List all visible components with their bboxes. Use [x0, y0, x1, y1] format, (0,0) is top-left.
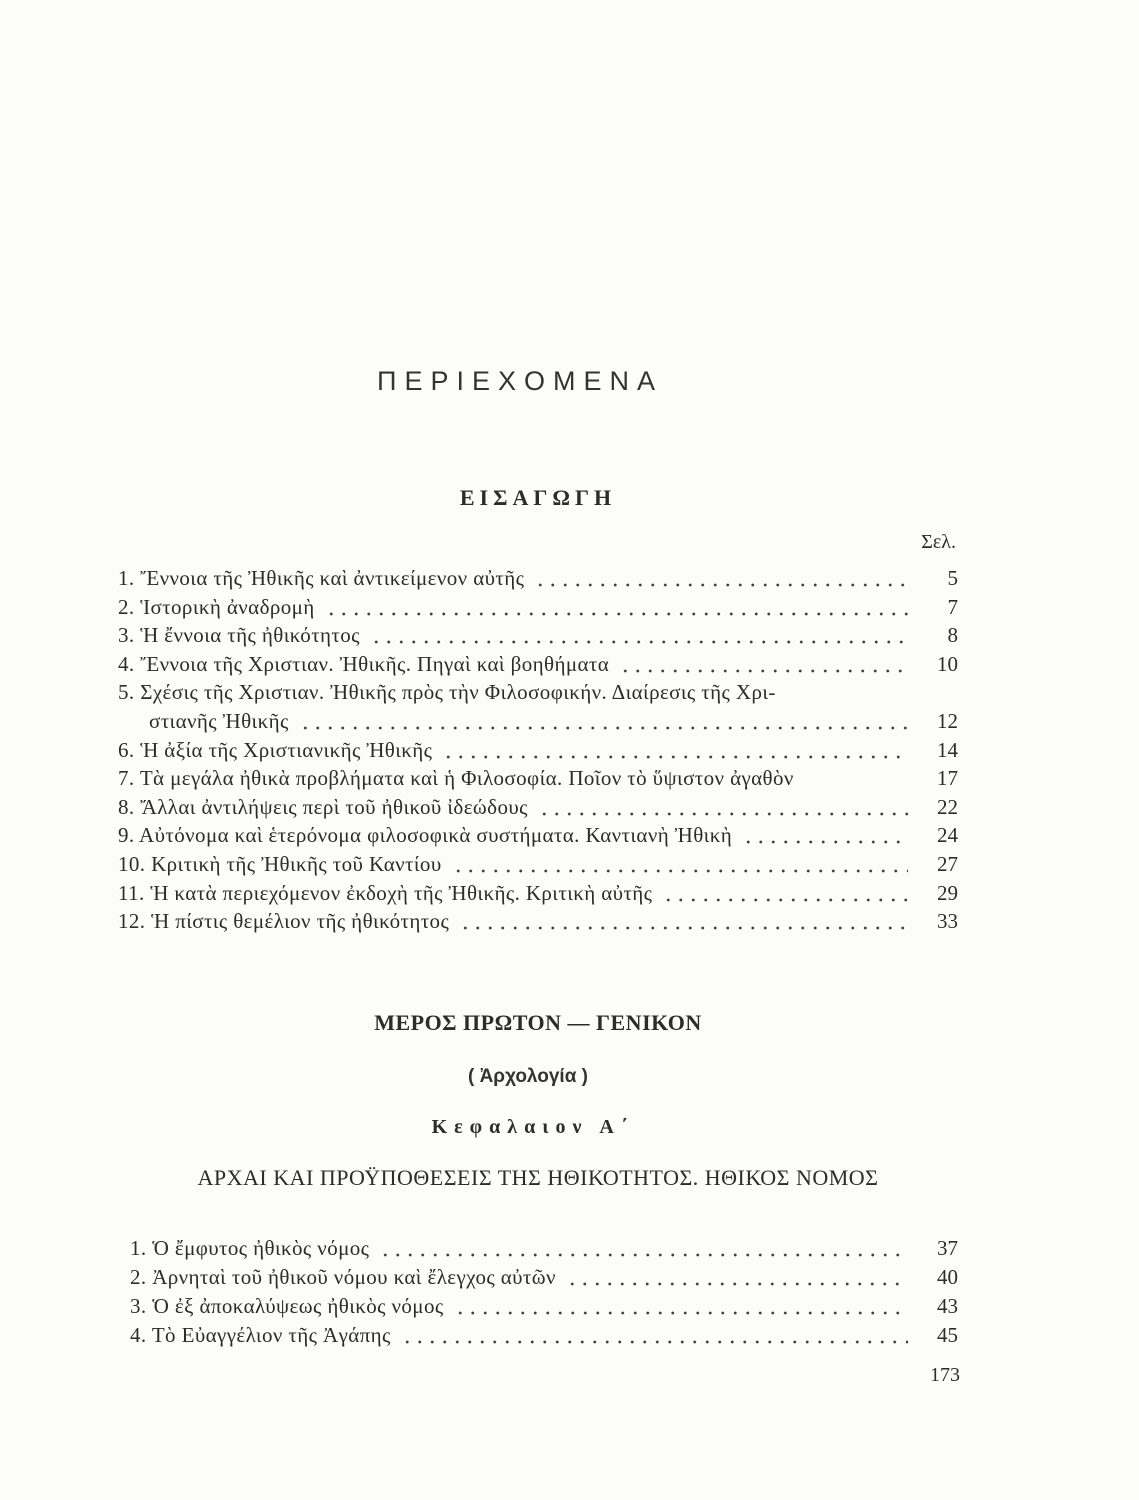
toc-entry-page: 37	[937, 1236, 958, 1260]
toc-entry-page: 33	[937, 909, 958, 934]
dot-leader	[401, 1321, 908, 1350]
page-number: 173	[930, 1364, 960, 1386]
dot-leader	[534, 564, 908, 593]
toc-entry	[118, 564, 958, 593]
toc-entry-text-continued: στιανῆς Ἠθικῆς	[149, 708, 289, 733]
dot-leader	[299, 707, 908, 736]
toc-entry	[118, 793, 958, 822]
dot-leader	[804, 764, 908, 793]
toc-entry-page: 17	[937, 766, 958, 791]
toc-entry	[118, 907, 958, 936]
toc-entry-text: 5. Σχέσις τῆς Χριστιαν. Ἠθικῆς πρὸς τὴν Φιλοσοφικήν. Διαίρεσις τῆς Χρι-	[118, 680, 776, 705]
toc-entry-text: 1. Ἔννοια τῆς Ἠθικῆς καὶ ἀντικείμενον αὐτῆς	[118, 566, 525, 590]
dot-leader	[742, 821, 908, 850]
chapter-toc-list	[130, 1234, 958, 1350]
part-one-title: ΜΕΡΟΣ ΠΡΩΤΟΝ — ΓΕΝΙΚΟΝ	[374, 1010, 702, 1035]
toc-entry-continuation	[118, 707, 958, 736]
chapter-title: ΑΡΧΑΙ ΚΑΙ ΠΡΟΫΠΟΘΕΣΕΙΣ ΤΗΣ ΗΘΙΚΟΤΗΤΟΣ. ΗΘΙΚΟΣ ΝΟΜΟΣ	[197, 1165, 879, 1190]
dot-leader	[442, 736, 908, 765]
dot-leader	[538, 793, 908, 822]
dot-leader	[370, 621, 908, 650]
introduction-title: ΕΙΣΑΓΩΓΗ	[459, 485, 617, 510]
toc-entry-page: 43	[937, 1294, 958, 1318]
dot-leader	[619, 650, 908, 679]
toc-entry-page: 45	[937, 1323, 958, 1347]
toc-entry-text: 10. Κριτικὴ τῆς Ἠθικῆς τοῦ Καντίου	[118, 851, 442, 876]
dot-leader	[566, 1263, 908, 1292]
toc-entry	[118, 678, 958, 707]
toc-entry-text: 2. Ἱστορικὴ ἀναδρομὴ	[118, 594, 315, 619]
toc-entry-page: 7	[947, 594, 958, 619]
dot-leader	[454, 1292, 908, 1321]
page-heading: ΠΕΡΙΕΧΟΜΕΝΑ	[376, 366, 664, 396]
toc-entry-page: 27	[937, 851, 958, 876]
toc-entry	[130, 1234, 958, 1263]
page-column-label: Σελ.	[921, 531, 956, 553]
toc-entry-page: 12	[937, 708, 958, 733]
chapter-heading: Κεφαλαιον Α΄	[431, 1116, 635, 1138]
toc-entry-text: 6. Ἡ ἀξία τῆς Χριστιανικῆς Ἠθικῆς	[118, 737, 433, 762]
toc-entry	[118, 593, 958, 622]
toc-entry	[118, 764, 958, 793]
toc-entry-text: 3. Ἡ ἔννοια τῆς ἠθικότητος	[118, 623, 360, 648]
toc-entry-text: 7. Τὰ μεγάλα ἠθικὰ προβλήματα καὶ ἡ Φιλοσοφία. Ποῖον τὸ ὕψιστον ἀγαθὸν	[118, 766, 794, 791]
toc-entry-page: 24	[937, 823, 958, 848]
toc-entry-text: 4. Ἔννοια τῆς Χριστιαν. Ἠθικῆς. Πηγαὶ καὶ βοηθήματα	[118, 651, 610, 676]
toc-entry	[130, 1263, 958, 1292]
toc-entry	[130, 1321, 958, 1350]
dot-leader	[325, 593, 908, 622]
part-one-subtitle: ( Ἀρχολογία )	[467, 1066, 588, 1087]
toc-entry-page: 10	[937, 651, 958, 676]
toc-entry	[118, 850, 958, 879]
toc-entry-page: 29	[937, 880, 958, 905]
toc-entry-text: 4. Τὸ Εὐαγγέλιον τῆς Ἀγάπης	[130, 1323, 391, 1347]
toc-entry-page: 14	[937, 737, 958, 762]
toc-entry-text: 3. Ὁ ἐξ ἀποκαλύψεως ἠθικὸς νόμος	[130, 1294, 444, 1318]
toc-entry-text: 11. Ἡ κατὰ περιεχόμενον ἐκδοχὴ τῆς Ἠθικῆς. Κριτικὴ αὐτῆς	[118, 880, 653, 905]
introduction-toc-list	[118, 564, 958, 936]
toc-entry-page: 5	[947, 566, 958, 590]
toc-entry	[118, 621, 958, 650]
toc-entry	[118, 650, 958, 679]
toc-entry-page: 22	[937, 794, 958, 819]
toc-entry-text: 9. Αὐτόνομα καὶ ἑτερόνομα φιλοσοφικὰ συστήματα. Καντιανὴ Ἠθικὴ	[118, 823, 733, 848]
toc-entry-text: 2. Ἀρνηταὶ τοῦ ἠθικοῦ νόμου καὶ ἔλεγχος αὐτῶν	[130, 1265, 556, 1289]
dot-leader	[452, 850, 908, 879]
toc-entry	[118, 736, 958, 765]
toc-entry-page: 40	[937, 1265, 958, 1289]
toc-entry-text: 12. Ἡ πίστις θεμέλιον τῆς ἠθικότητος	[118, 909, 450, 934]
dot-leader	[459, 907, 908, 936]
toc-entry	[118, 879, 958, 908]
toc-entry-text: 1. Ὁ ἔμφυτος ἠθικὸς νόμος	[130, 1236, 370, 1260]
toc-entry	[130, 1292, 958, 1321]
dot-leader	[662, 879, 908, 908]
toc-entry-text: 8. Ἄλλαι ἀντιλήψεις περὶ τοῦ ἠθικοῦ ἰδεώδους	[118, 794, 528, 819]
dot-leader	[379, 1234, 908, 1263]
toc-entry-page: 8	[947, 623, 958, 648]
toc-entry	[118, 821, 958, 850]
